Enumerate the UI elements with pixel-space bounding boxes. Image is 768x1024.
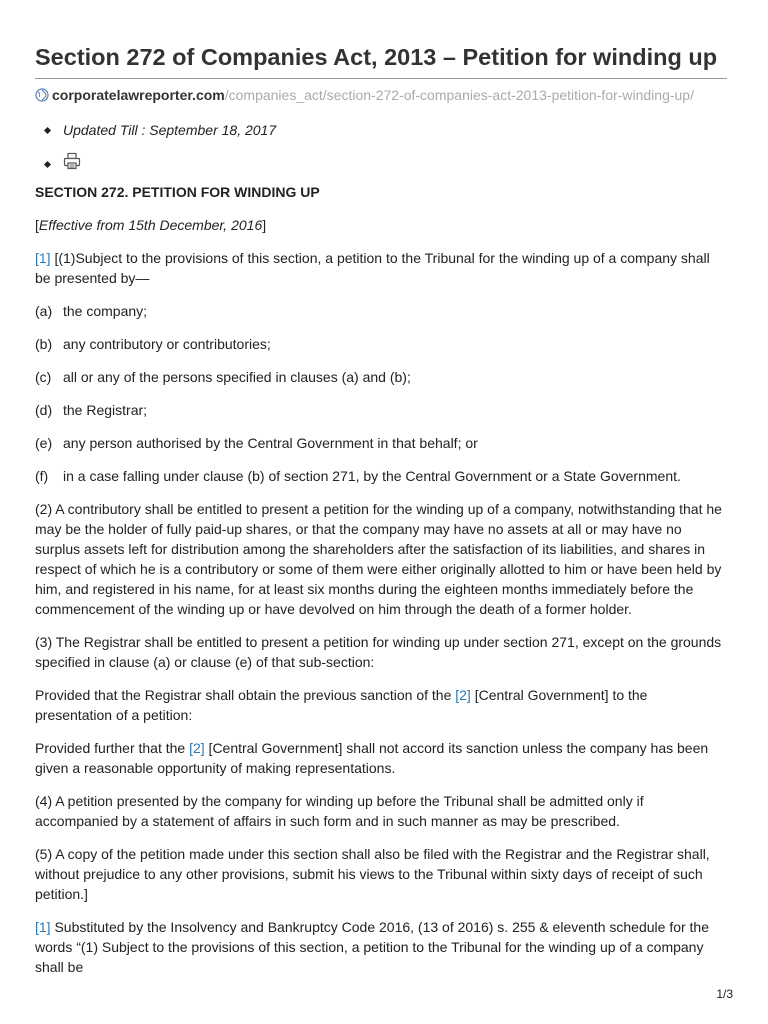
subsection-5: (5) A copy of the petition made under this section shall also be filed with the Registrar and the Registrar shall, without prejudice to any other provisions, submit his views to the Tribunal within sixty days of receipt of such petition.] [35,846,710,902]
clause-e: (e) any person authorised by the Central Government in that behalf; or [35,435,478,451]
footnote-link-2b[interactable]: [2] [189,740,205,756]
clause-d: (d) the Registrar; [35,402,148,418]
subsection-2: (2) A contributory shall be entitled to present a petition for the winding up of a company, notwithstanding that he may be the holder of fully paid-up shares, or that the company may have no assets at all or may have no surplus assets left for distribution among the shareholders after the satisfaction of its liabilities, and shares in respect of which he is a contributory or some of them were either originally allotted to him or have been held by him, and registered in his name, for at least six months during the eighteen months immediately before the commencement of the winding up or have devolved on him through the death of a former holder. [35,501,722,617]
effective-date-text: Effective from 15th December, 2016 [38,217,263,233]
footnote-link-1[interactable]: [1] [35,250,51,266]
source-path[interactable]: /companies_act/section-272-of-companies-act-2013-petition-for-winding-up/ [224,87,694,103]
meta-list [35,120,727,172]
page-number: 1/3 [716,987,733,1001]
footnote-anchor-1[interactable]: [1] [35,919,51,935]
proviso-2: Provided further that the [2] [Central Government] shall not accord its sanction unless the company has been given a reasonable opportunity of making representations. [35,740,709,776]
clause-b: (b) any contributory or contributories; [35,336,271,352]
printer-icon[interactable] [63,152,81,170]
page [35,0,727,990]
title-divider [35,78,727,79]
clause-f: (f) in a case falling under clause (b) of section 271, by the Central Government or a State Government. [35,468,681,484]
subsection-1: [1] [(1)Subject to the provisions of this section, a petition to the Tribunal for the winding up of a company shall be presented by— [35,250,710,286]
globe-icon [35,88,49,102]
page-title: Section 272 of Companies Act, 2013 – Petition for winding up [35,44,718,70]
effective-date: [Effective from 15th December, 2016] [35,217,267,233]
footnote-1: [1] Substituted by the Insolvency and Bankruptcy Code 2016, (13 of 2016) s. 255 & eleventh schedule for the words “(1) Subject to the provisions of this section, a petition to the Tribunal for the winding up of a company shall be [35,919,710,975]
footnote-link-2[interactable]: [2] [455,687,471,703]
proviso-1: Provided that the Registrar shall obtain the previous sanction of the [2] [Central Government] to the presentation of a petition: [35,687,648,723]
subsection-3: (3) The Registrar shall be entitled to present a petition for winding up under section 271, except on the grounds specified in clause (a) or clause (e) of that sub-section: [35,634,722,670]
print-item[interactable] [35,152,727,172]
source-url[interactable] [35,86,727,104]
subsection-4: (4) A petition presented by the company for winding up before the Tribunal shall be admitted only if accompanied by a statement of affairs in such form and in such manner as may be prescribed. [35,793,644,829]
source-domain[interactable]: corporatelawreporter.com [52,87,225,103]
updated-date: Updated Till : September 18, 2017 [35,120,727,140]
clause-a: (a) the company; [35,303,148,319]
section-body [35,182,727,977]
section-heading: SECTION 272. PETITION FOR WINDING UP [35,184,320,200]
clause-c: (c) all or any of the persons specified in clauses (a) and (b); [35,369,411,385]
